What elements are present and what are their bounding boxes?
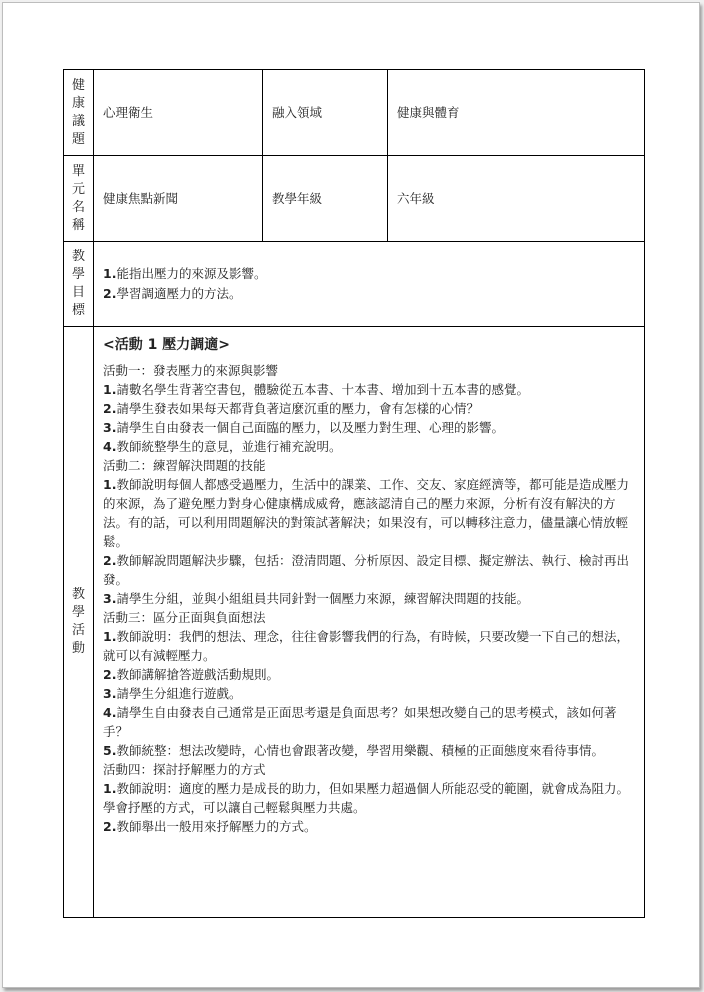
step-number: 2. bbox=[103, 401, 117, 416]
step-number: 2. bbox=[103, 553, 117, 568]
step-number: 3. bbox=[103, 591, 117, 606]
step-number: 3. bbox=[103, 420, 117, 435]
step-text: 請學生分組進行遊戲。 bbox=[116, 686, 242, 701]
grade-label: 教學年級 bbox=[263, 156, 388, 242]
step-text: 活動一：發表壓力的來源與影響 bbox=[103, 363, 279, 378]
activity-lines bbox=[103, 361, 636, 836]
step-text: 請學生發表如果每天都背負著這麼沉重的壓力，會有怎樣的心情？ bbox=[116, 401, 479, 416]
grade-value: 六年級 bbox=[388, 156, 645, 242]
unit-label: 單 元 名 稱 bbox=[64, 156, 94, 242]
unit-value: 健康焦點新聞 bbox=[94, 156, 263, 242]
activity-step bbox=[103, 817, 636, 836]
step-number: 2. bbox=[103, 819, 117, 834]
step-text: 請數名學生背著空書包，體驗從五本書、十本書、增加到十五本書的感覺。 bbox=[116, 382, 529, 397]
integrated-field-value: 健康與體育 bbox=[388, 70, 645, 156]
activity-step bbox=[103, 684, 636, 703]
step-text: 教師說明：適度的壓力是成長的助力，但如果壓力超過個人所能忍受的範圍，就會成為阻力。學會抒壓的方式，可以讓自己輕鬆與壓力共處。 bbox=[103, 781, 629, 815]
activity-step bbox=[103, 741, 636, 760]
activity-title: <活動 1 壓力調適> bbox=[103, 337, 230, 353]
activity-step bbox=[103, 779, 636, 817]
activity-heading bbox=[103, 760, 636, 779]
step-number: 1. bbox=[103, 781, 117, 796]
objective-item: 1.能指出壓力的來源及影響。 bbox=[103, 266, 267, 281]
step-number: 5. bbox=[103, 743, 117, 758]
activities-label: 教 學 活 動 bbox=[64, 327, 94, 918]
activity-step bbox=[103, 437, 636, 456]
lesson-plan-table bbox=[63, 69, 645, 918]
document-page bbox=[2, 2, 700, 988]
activity-step bbox=[103, 380, 636, 399]
step-text: 教師解說問題解決步驟，包括：澄清問題、分析原因、設定目標、擬定辦法、執行、檢討再出發。 bbox=[103, 553, 629, 587]
integrated-field-label: 融入領域 bbox=[263, 70, 388, 156]
step-text: 活動二：練習解決問題的技能 bbox=[103, 458, 266, 473]
activities-content bbox=[94, 327, 645, 918]
activity-step bbox=[103, 418, 636, 437]
topic-value: 心理衛生 bbox=[94, 70, 263, 156]
unit-row bbox=[64, 156, 645, 242]
activity-heading bbox=[103, 361, 636, 380]
step-number: 3. bbox=[103, 686, 117, 701]
step-text: 活動三：區分正面與負面想法 bbox=[103, 610, 266, 625]
activity-step bbox=[103, 589, 636, 608]
step-text: 請學生自由發表一個自己面臨的壓力，以及壓力對生理、心理的影響。 bbox=[116, 420, 504, 435]
objectives-content bbox=[94, 242, 645, 327]
step-number: 1. bbox=[103, 477, 117, 492]
topic-row bbox=[64, 70, 645, 156]
step-text: 請學生自由發表自己通常是正面思考還是負面思考？如果想改變自己的思考模式，該如何著手？ bbox=[103, 705, 617, 739]
activity-step bbox=[103, 703, 636, 741]
step-text: 教師舉出一般用來抒解壓力的方式。 bbox=[116, 819, 317, 834]
step-number: 1. bbox=[103, 629, 117, 644]
step-text: 教師講解搶答遊戲活動規則。 bbox=[116, 667, 279, 682]
activity-step bbox=[103, 475, 636, 551]
step-number: 1. bbox=[103, 382, 117, 397]
step-number: 2. bbox=[103, 667, 117, 682]
step-text: 教師統整：想法改變時，心情也會跟著改變，學習用樂觀、積極的正面態度來看待事情。 bbox=[116, 743, 604, 758]
step-number: 4. bbox=[103, 705, 117, 720]
activity-step bbox=[103, 399, 636, 418]
activity-heading bbox=[103, 456, 636, 475]
step-number: 4. bbox=[103, 439, 117, 454]
activity-heading bbox=[103, 608, 636, 627]
objective-item: 2.學習調適壓力的方法。 bbox=[103, 286, 242, 301]
step-text: 教師說明：我們的想法、理念，往往會影響我們的行為，有時候，只要改變一下自己的想法，就可以有減輕壓力。 bbox=[103, 629, 629, 663]
step-text: 教師說明每個人都感受過壓力，生活中的課業、工作、交友、家庭經濟等，都可能是造成壓力的來源，為了避免壓力對身心健康構成威脅，應該認清自己的壓力來源，分析有沒有解決的方法。有的話，可以利用問題解決的對策試著解決；如果沒有，可以轉移注意力，儘量讓心情放輕鬆。 bbox=[103, 477, 629, 549]
objectives-row bbox=[64, 242, 645, 327]
objectives-label: 教 學 目 標 bbox=[64, 242, 94, 327]
activity-step bbox=[103, 665, 636, 684]
step-text: 教師統整學生的意見，並進行補充說明。 bbox=[116, 439, 342, 454]
activity-step bbox=[103, 551, 636, 589]
step-text: 請學生分組，並與小組組員共同針對一個壓力來源，練習解決問題的技能。 bbox=[116, 591, 529, 606]
topic-label: 健 康 議 題 bbox=[64, 70, 94, 156]
activity-step bbox=[103, 627, 636, 665]
activities-row bbox=[64, 327, 645, 918]
step-text: 活動四：探討抒解壓力的方式 bbox=[103, 762, 266, 777]
